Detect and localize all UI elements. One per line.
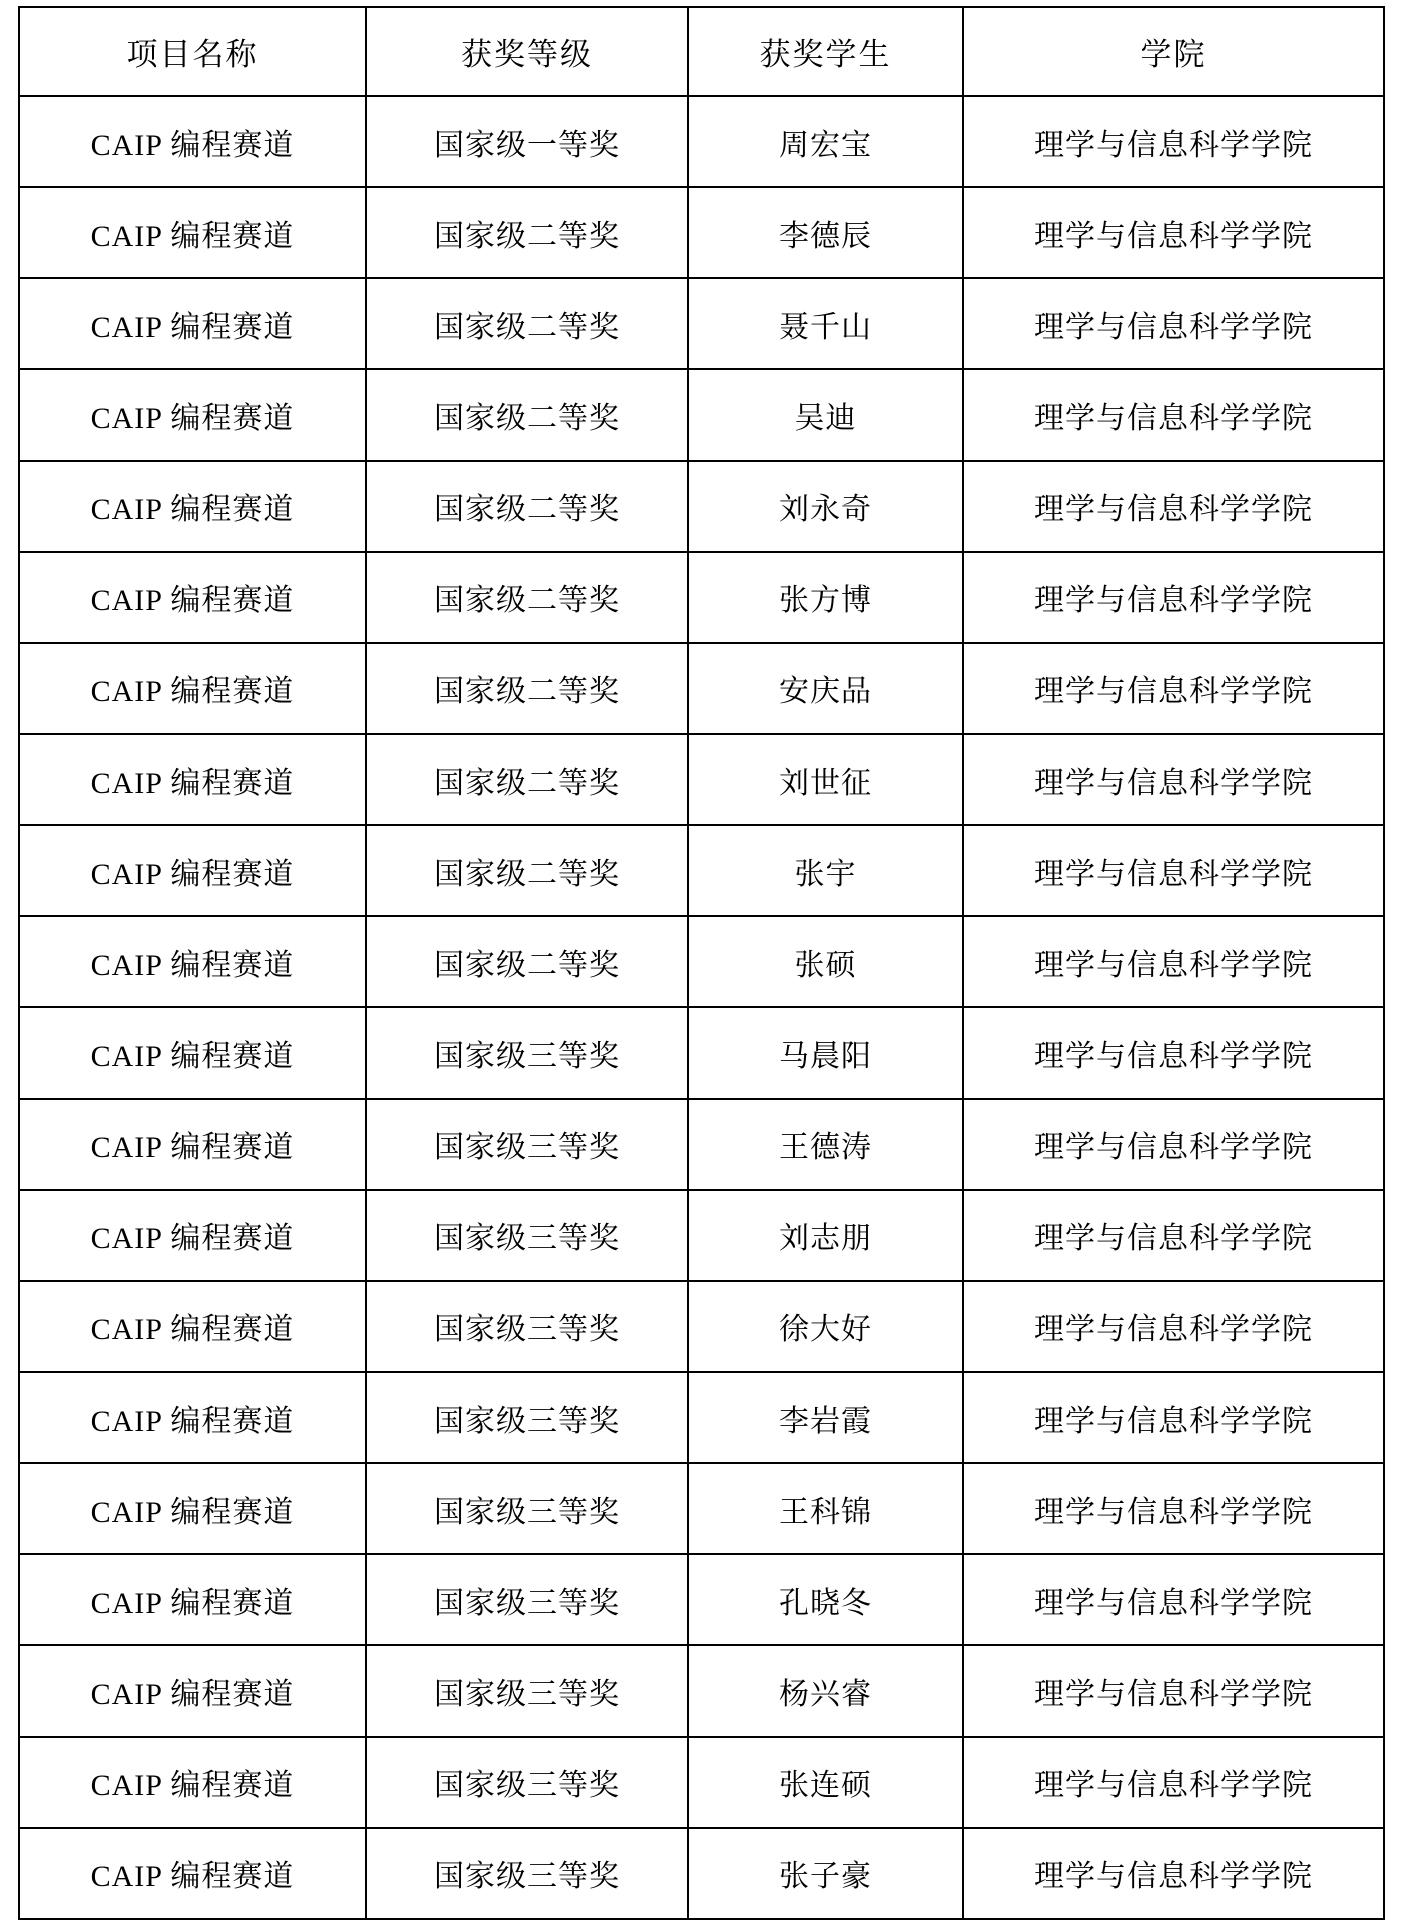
column-header-student: 获奖学生: [688, 7, 963, 96]
cell-project: CAIP 编程赛道: [19, 1281, 366, 1372]
cell-student: 杨兴睿: [688, 1645, 963, 1736]
cell-student: 张宇: [688, 825, 963, 916]
cell-project: CAIP 编程赛道: [19, 643, 366, 734]
cell-project: CAIP 编程赛道: [19, 734, 366, 825]
cell-college: 理学与信息科学学院: [963, 369, 1384, 460]
cell-college: 理学与信息科学学院: [963, 643, 1384, 734]
cell-college: 理学与信息科学学院: [963, 1463, 1384, 1554]
table-row: [19, 278, 1384, 369]
table-row: [19, 1190, 1384, 1281]
cell-project: CAIP 编程赛道: [19, 1007, 366, 1098]
cell-award-level: 国家级二等奖: [366, 916, 688, 1007]
cell-student: 王德涛: [688, 1099, 963, 1190]
column-header-award-level: 获奖等级: [366, 7, 688, 96]
cell-award-level: 国家级三等奖: [366, 1372, 688, 1463]
cell-student: 李德辰: [688, 187, 963, 278]
cell-project: CAIP 编程赛道: [19, 1372, 366, 1463]
cell-student: 刘志朋: [688, 1190, 963, 1281]
cell-award-level: 国家级二等奖: [366, 825, 688, 916]
cell-student: 聂千山: [688, 278, 963, 369]
cell-college: 理学与信息科学学院: [963, 1554, 1384, 1645]
table-row: [19, 1554, 1384, 1645]
cell-project: CAIP 编程赛道: [19, 461, 366, 552]
cell-student: 张方博: [688, 552, 963, 643]
cell-student: 张连硕: [688, 1737, 963, 1828]
cell-award-level: 国家级三等奖: [366, 1828, 688, 1919]
cell-college: 理学与信息科学学院: [963, 1007, 1384, 1098]
cell-award-level: 国家级三等奖: [366, 1554, 688, 1645]
cell-project: CAIP 编程赛道: [19, 369, 366, 460]
cell-college: 理学与信息科学学院: [963, 461, 1384, 552]
cell-project: CAIP 编程赛道: [19, 1099, 366, 1190]
cell-award-level: 国家级二等奖: [366, 552, 688, 643]
cell-project: CAIP 编程赛道: [19, 278, 366, 369]
table-row: [19, 1737, 1384, 1828]
table-row: [19, 734, 1384, 825]
table-row: [19, 552, 1384, 643]
cell-award-level: 国家级三等奖: [366, 1737, 688, 1828]
table-row: [19, 461, 1384, 552]
cell-project: CAIP 编程赛道: [19, 1828, 366, 1919]
table-row: [19, 1645, 1384, 1736]
cell-college: 理学与信息科学学院: [963, 96, 1384, 187]
table-header-row: [19, 7, 1384, 96]
table-row: [19, 1007, 1384, 1098]
cell-project: CAIP 编程赛道: [19, 96, 366, 187]
table-row: [19, 1828, 1384, 1919]
cell-student: 刘世征: [688, 734, 963, 825]
cell-student: 徐大好: [688, 1281, 963, 1372]
cell-student: 马晨阳: [688, 1007, 963, 1098]
cell-college: 理学与信息科学学院: [963, 1737, 1384, 1828]
cell-project: CAIP 编程赛道: [19, 1645, 366, 1736]
column-header-college: 学院: [963, 7, 1384, 96]
table-body: [19, 96, 1384, 1919]
cell-award-level: 国家级二等奖: [366, 369, 688, 460]
cell-student: 王科锦: [688, 1463, 963, 1554]
cell-award-level: 国家级三等奖: [366, 1007, 688, 1098]
cell-award-level: 国家级一等奖: [366, 96, 688, 187]
cell-student: 李岩霞: [688, 1372, 963, 1463]
table-row: [19, 369, 1384, 460]
cell-college: 理学与信息科学学院: [963, 916, 1384, 1007]
cell-award-level: 国家级三等奖: [366, 1281, 688, 1372]
cell-award-level: 国家级二等奖: [366, 643, 688, 734]
cell-project: CAIP 编程赛道: [19, 187, 366, 278]
cell-college: 理学与信息科学学院: [963, 825, 1384, 916]
cell-student: 张子豪: [688, 1828, 963, 1919]
table-row: [19, 187, 1384, 278]
table-row: [19, 1372, 1384, 1463]
cell-student: 吴迪: [688, 369, 963, 460]
cell-award-level: 国家级三等奖: [366, 1190, 688, 1281]
table-row: [19, 1099, 1384, 1190]
table-row: [19, 1463, 1384, 1554]
cell-college: 理学与信息科学学院: [963, 1190, 1384, 1281]
table-row: [19, 825, 1384, 916]
cell-project: CAIP 编程赛道: [19, 1190, 366, 1281]
cell-award-level: 国家级三等奖: [366, 1099, 688, 1190]
cell-student: 周宏宝: [688, 96, 963, 187]
cell-college: 理学与信息科学学院: [963, 734, 1384, 825]
cell-project: CAIP 编程赛道: [19, 916, 366, 1007]
cell-college: 理学与信息科学学院: [963, 278, 1384, 369]
cell-student: 孔晓冬: [688, 1554, 963, 1645]
cell-student: 刘永奇: [688, 461, 963, 552]
cell-college: 理学与信息科学学院: [963, 1828, 1384, 1919]
award-table: [18, 6, 1385, 1920]
cell-college: 理学与信息科学学院: [963, 1281, 1384, 1372]
cell-award-level: 国家级三等奖: [366, 1645, 688, 1736]
cell-award-level: 国家级二等奖: [366, 187, 688, 278]
cell-project: CAIP 编程赛道: [19, 825, 366, 916]
cell-award-level: 国家级二等奖: [366, 461, 688, 552]
cell-college: 理学与信息科学学院: [963, 1099, 1384, 1190]
cell-award-level: 国家级三等奖: [366, 1463, 688, 1554]
cell-project: CAIP 编程赛道: [19, 1737, 366, 1828]
column-header-project: 项目名称: [19, 7, 366, 96]
cell-college: 理学与信息科学学院: [963, 552, 1384, 643]
table-row: [19, 643, 1384, 734]
cell-project: CAIP 编程赛道: [19, 1463, 366, 1554]
table-header: [19, 7, 1384, 96]
cell-college: 理学与信息科学学院: [963, 1645, 1384, 1736]
table-row: [19, 916, 1384, 1007]
table-row: [19, 1281, 1384, 1372]
cell-project: CAIP 编程赛道: [19, 1554, 366, 1645]
cell-college: 理学与信息科学学院: [963, 187, 1384, 278]
cell-award-level: 国家级二等奖: [366, 278, 688, 369]
table-row: [19, 96, 1384, 187]
cell-award-level: 国家级二等奖: [366, 734, 688, 825]
cell-college: 理学与信息科学学院: [963, 1372, 1384, 1463]
cell-student: 安庆品: [688, 643, 963, 734]
cell-project: CAIP 编程赛道: [19, 552, 366, 643]
cell-student: 张硕: [688, 916, 963, 1007]
